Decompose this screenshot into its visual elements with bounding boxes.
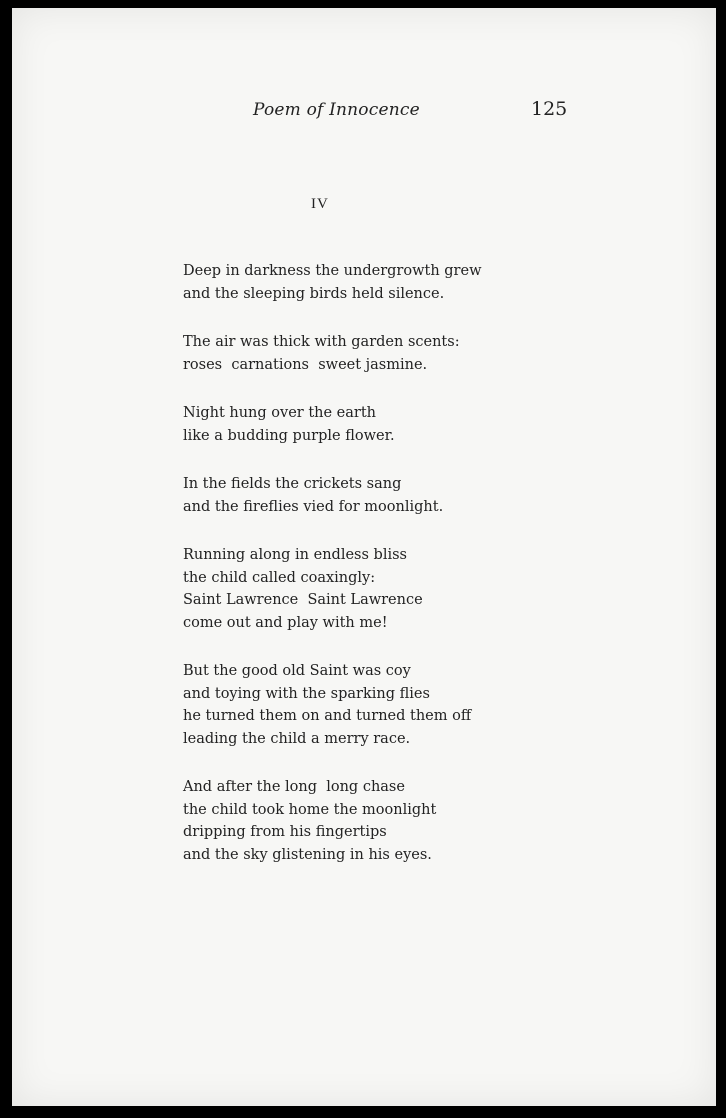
- poem-line: Deep in darkness the undergrowth grew: [183, 263, 482, 279]
- poem-line: Saint Lawrence Saint Lawrence: [183, 592, 423, 608]
- stanza: [183, 331, 481, 376]
- stanza: [183, 544, 481, 634]
- poem-line: The air was thick with garden scents:: [183, 334, 460, 350]
- poem-line: the child took home the moonlight: [183, 801, 437, 818]
- page-number: 125: [531, 98, 568, 120]
- running-head-title: Poem of Innocence: [253, 100, 420, 120]
- poem-line: and toying with the sparking flies: [183, 685, 430, 702]
- poem-line: Running along in endless bliss: [183, 547, 407, 563]
- poem-line: In the fields the crickets sang: [183, 476, 402, 492]
- stanza: [183, 776, 481, 866]
- poem-line: Night hung over the earth: [183, 405, 377, 421]
- poem-line: like a budding purple flower.: [183, 427, 395, 444]
- stanza: [183, 660, 481, 750]
- poem-line: he turned them on and turned them off: [183, 708, 472, 724]
- poem-line: the child called coaxingly:: [183, 569, 376, 586]
- poem-line: and the fireflies vied for moonlight.: [183, 498, 444, 515]
- section-number: IV: [311, 196, 329, 212]
- poem-line: come out and play with me!: [183, 614, 388, 631]
- stanza: [183, 260, 481, 305]
- poem-line: And after the long long chase: [183, 779, 405, 795]
- poem-line: and the sky glistening in his eyes.: [183, 846, 432, 863]
- poem-line: dripping from his fingertips: [183, 824, 387, 840]
- poem-line: leading the child a merry race.: [183, 730, 411, 747]
- poem-line: But the good old Saint was coy: [183, 663, 411, 679]
- poem-line: roses carnations sweet jasmine.: [183, 356, 428, 373]
- poem-line: and the sleeping birds held silence.: [183, 285, 445, 302]
- poem-body: [183, 260, 481, 892]
- stanza: [183, 473, 481, 518]
- book-page: [12, 8, 716, 1106]
- stanza: [183, 402, 481, 447]
